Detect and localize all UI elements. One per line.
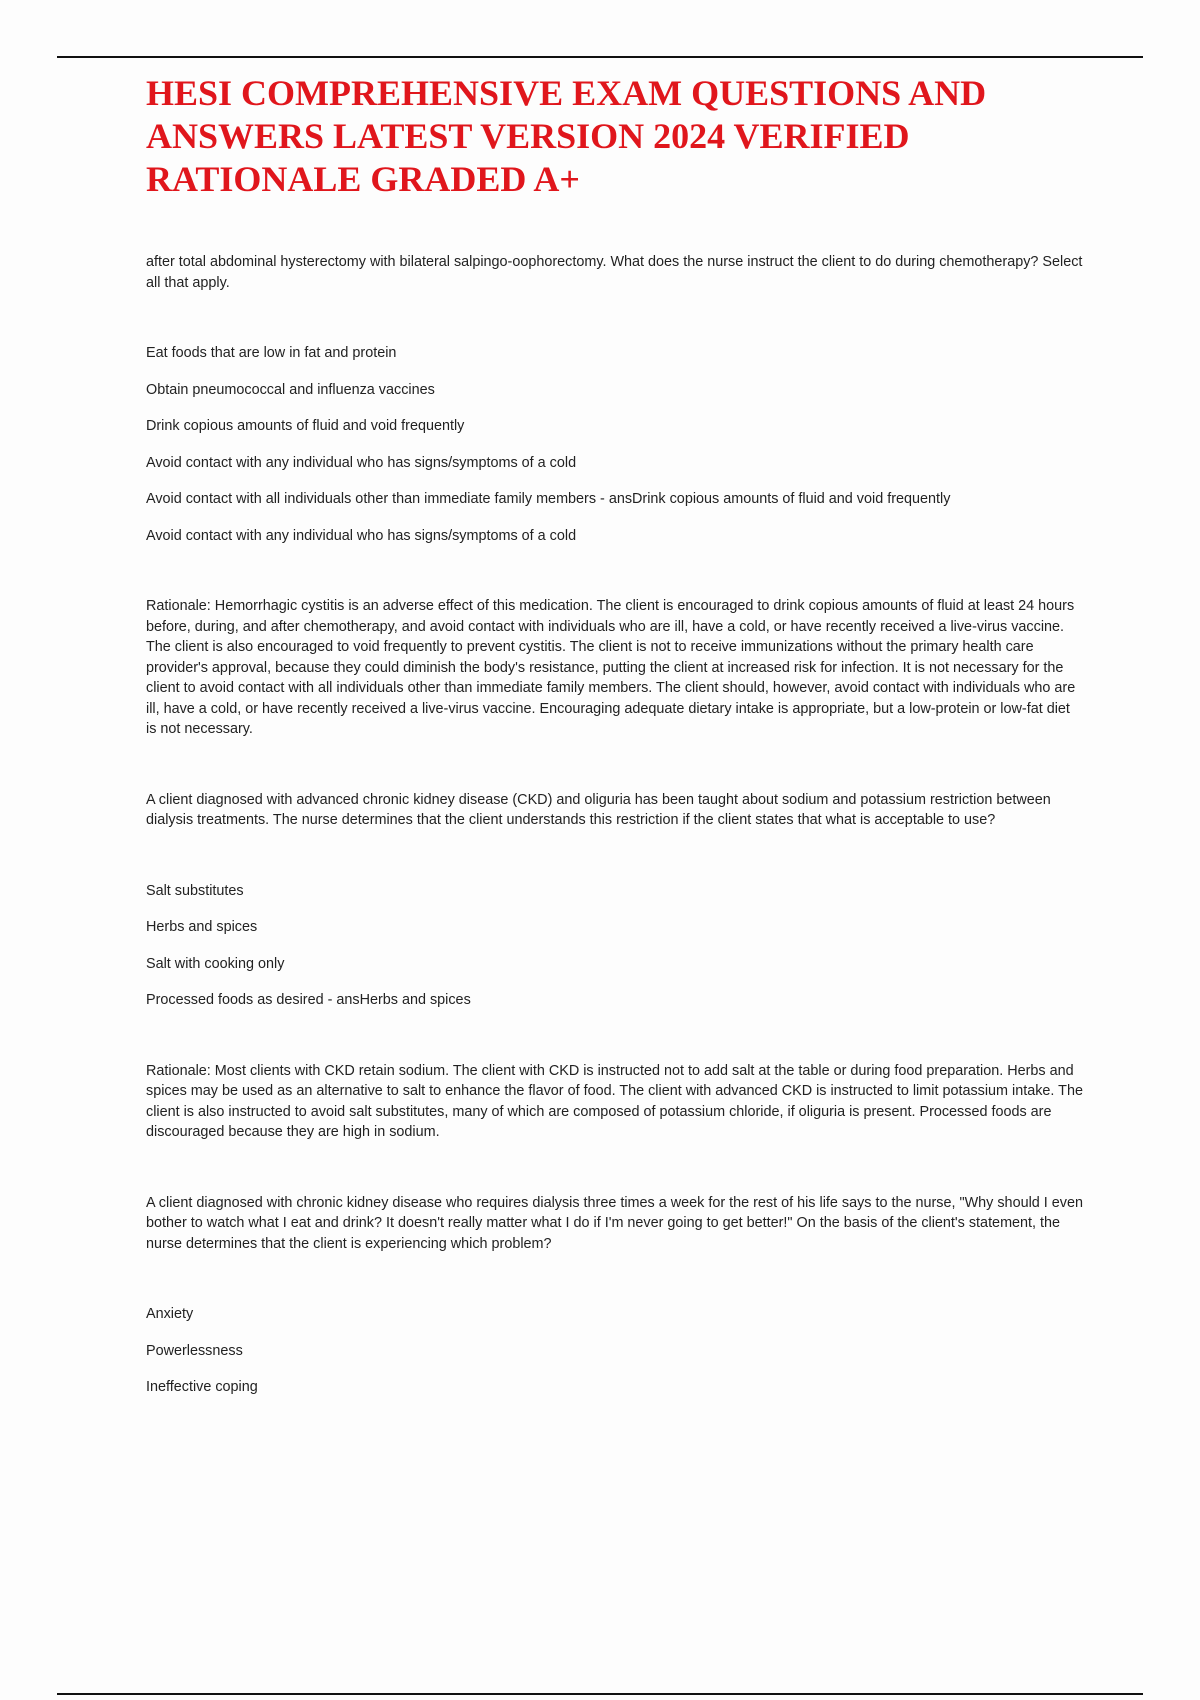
question-block-1 (146, 252, 1084, 740)
answer-option: Eat foods that are low in fat and protein (146, 345, 397, 361)
question-text: after total abdominal hysterectomy with bilateral salpingo-oophorectomy. What does the nurse instruct the client to do during chemotherapy? Select all that apply. (146, 254, 1083, 291)
top-divider (57, 56, 1143, 58)
rationale-text: Rationale: Most clients with CKD retain sodium. The client with CKD is instructed not to add salt at the table or during food preparation. Herbs and spices may be used as an alternative to salt to enhance the flavor of food. The client with advanced CKD is instructed to limit potassium intake. The client is also instructed to avoid salt substitutes, many of which are composed of potassium chloride, if oliguria is present. Processed foods are discouraged because they are high in sodium. (146, 1062, 1083, 1140)
answer-option: Salt with cooking only (146, 955, 285, 972)
document-title: HESI COMPREHENSIVE EXAM QUESTIONS AND ANSWERS LATEST VERSION 2024 VERIFIED RATIONALE GRADED A+ (146, 73, 987, 199)
answer-option: Processed foods as desired - ansHerbs and spices (146, 992, 471, 1008)
document-body (146, 252, 1084, 1414)
bottom-divider (57, 1693, 1143, 1695)
question-block-2 (146, 790, 1084, 1143)
question-block-3 (146, 1193, 1084, 1398)
answer-option: Avoid contact with any individual who has signs/symptoms of a cold (146, 454, 577, 471)
answer-option: Powerlessness (146, 1342, 243, 1359)
question-text: A client diagnosed with chronic kidney disease who requires dialysis three times a week for the rest of his life says to the nurse, "Why should I even bother to watch what I eat and drink? It doesn't really matter what I do if I'm never going to get better!" On the basis of the client's statement, the nurse determines that the client is experiencing which problem? (146, 1194, 1083, 1252)
answer-options (146, 881, 1084, 1011)
answer-option: Ineffective coping (146, 1379, 258, 1395)
answer-option: Salt substitutes (146, 882, 244, 899)
answer-option: Obtain pneumococcal and influenza vaccines (146, 381, 435, 398)
question-text: A client diagnosed with advanced chronic kidney disease (CKD) and oliguria has been taught about sodium and potassium restriction between dialysis treatments. The nurse determines that the client understands this restriction if the client states that what is acceptable to use? (146, 791, 1051, 828)
answer-option: Herbs and spices (146, 919, 258, 935)
answer-options (146, 1304, 1084, 1398)
answer-key-line: Avoid contact with any individual who has signs/symptoms of a cold (146, 527, 577, 544)
rationale-text: Rationale: Hemorrhagic cystitis is an adverse effect of this medication. The client is encouraged to drink copious amounts of fluid at least 24 hours before, during, and after chemotherapy, and avoid contact with individuals who are ill, have a cold, or have recently received a live-virus vaccine. The client is also encouraged to void frequently to prevent cystitis. The client is not to receive immunizations without the primary health care provider's approval, because they could diminish the body's resistance, putting the client at increased risk for infection. It is not necessary for the client to avoid contact with all individuals other than immediate family members. The client should, however, avoid contact with individuals who are ill, have a cold, or have recently received a live-virus vaccine. Encouraging adequate dietary intake is appropriate, but a low-protein or low-fat diet is not necessary. (146, 598, 1076, 737)
answer-option: Anxiety (146, 1306, 194, 1322)
answer-option: Avoid contact with all individuals other than immediate family members - ansDrink copious amounts of fluid and void frequently (146, 491, 951, 507)
answer-option: Drink copious amounts of fluid and void frequently (146, 418, 465, 434)
answer-options (146, 343, 1084, 510)
